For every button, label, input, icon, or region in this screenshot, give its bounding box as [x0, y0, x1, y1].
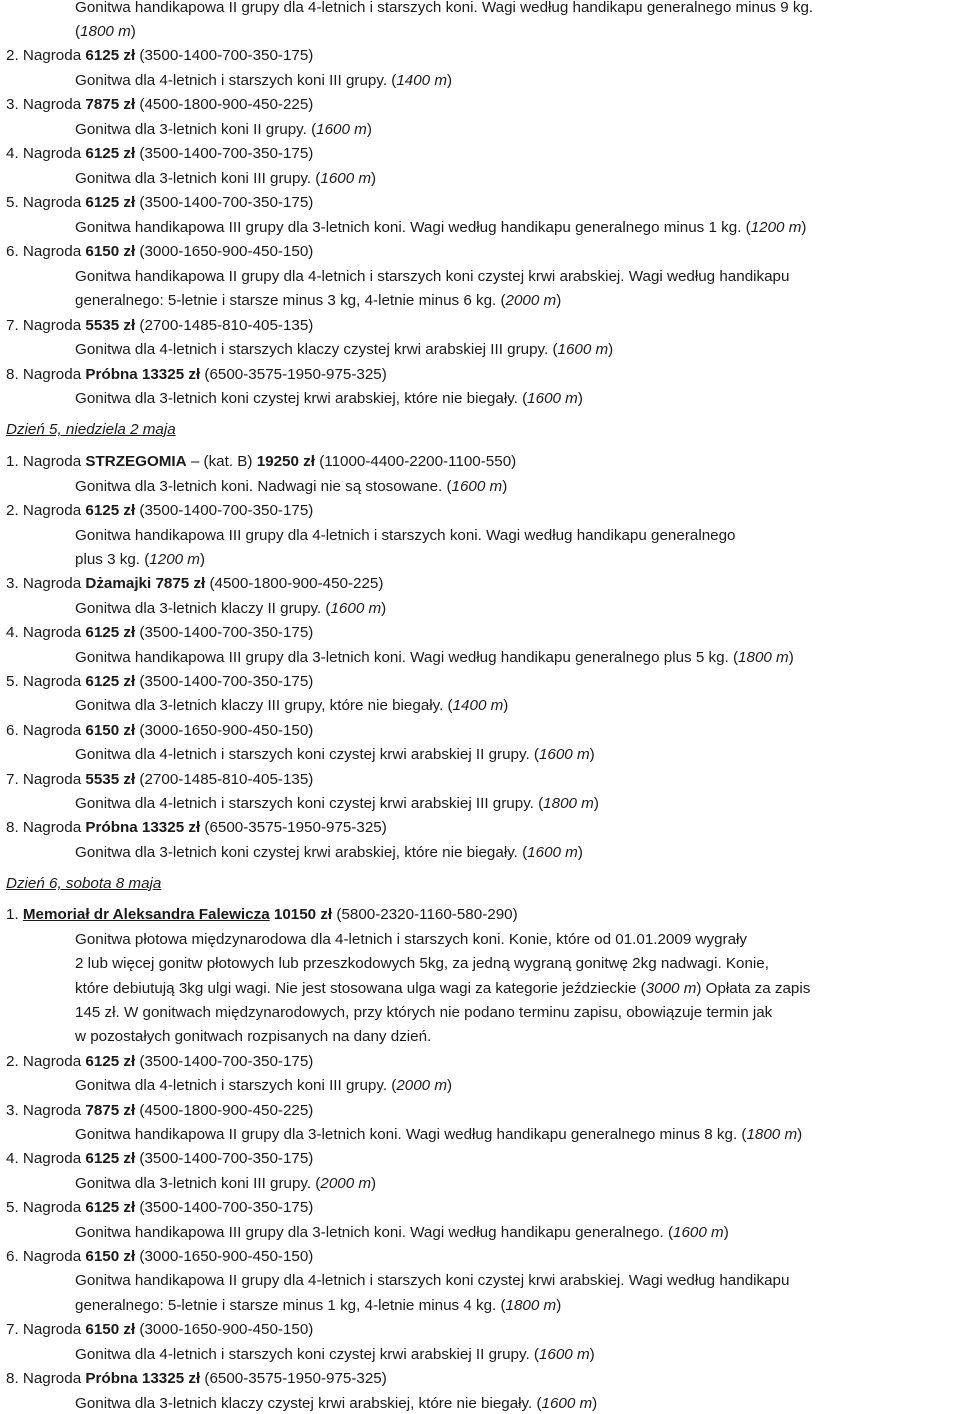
text-segment: Gonitwa dla 3-letnich koni czystej krwi arabskiej, które nie biegały. (	[75, 844, 528, 861]
text-segment: Gonitwa handikapowa II grupy dla 4-letnich i starszych koni czystej krwi arabskiej. Wagi według handikapu	[75, 1272, 790, 1289]
text-segment: (4500-1800-900-450-225)	[205, 575, 384, 592]
race-description-line	[75, 1174, 376, 1194]
text-segment: 6. Nagroda	[6, 722, 86, 739]
race-description-line	[75, 0, 813, 18]
race-description-line	[75, 843, 583, 863]
text-segment: 1200 m	[750, 219, 802, 236]
text-segment: 1800 m	[505, 1297, 557, 1314]
race-description-line	[75, 979, 810, 999]
text-segment: 4. Nagroda	[6, 145, 86, 162]
text-segment: 3. Nagroda	[6, 1102, 86, 1119]
text-segment: Gonitwa handikapowa III grupy dla 3-letnich koni. Wagi według handikapu generalnego. (	[75, 1224, 674, 1241]
text-segment: 2000 m	[396, 1077, 447, 1094]
text-segment: 1400 m	[396, 72, 447, 89]
text-segment: (3000-1650-900-450-150)	[135, 1321, 314, 1338]
text-segment: 6. Nagroda	[6, 1248, 86, 1265]
race-description-line	[75, 291, 561, 311]
text-segment: 8. Nagroda	[6, 366, 86, 383]
race-description-line	[75, 648, 794, 668]
text-segment: 5535 zł	[85, 771, 136, 788]
race-prize-line	[6, 1149, 313, 1169]
text-segment: Gonitwa dla 3-letnich klaczy czystej krwi arabskiej, które nie biegały. (	[75, 1395, 542, 1412]
text-segment: (6500-3575-1950-975-325)	[200, 1370, 387, 1387]
text-segment: Gonitwa dla 4-letnich i starszych koni czystej krwi arabskiej II grupy. (	[75, 746, 539, 763]
race-description-line	[75, 1223, 729, 1243]
text-segment: 6150 zł	[85, 243, 136, 260]
text-segment: (3000-1650-900-450-150)	[135, 1248, 314, 1265]
text-segment: 2. Nagroda	[6, 1053, 86, 1070]
text-segment: Gonitwa płotowa międzynarodowa dla 4-letnich i starszych koni. Konie, które od 01.01.2009 wygrały	[75, 931, 747, 948]
race-description-line	[75, 954, 769, 974]
text-segment: Gonitwa handikapowa II grupy dla 4-letnich i starszych koni. Wagi według handikapu generalnego minus 9 kg.	[75, 0, 814, 16]
text-segment: )	[503, 697, 509, 714]
race-description-line	[75, 22, 136, 42]
race-description-line	[75, 267, 789, 287]
text-segment: 145 zł. W gonitwach międzynarodowych, przy których nie podano terminu zapisu, obowiązuje termin jak	[75, 1004, 773, 1021]
text-segment: Gonitwa handikapowa III grupy dla 3-letnich koni. Wagi według handikapu generalnego minus 1 kg. (	[75, 219, 751, 236]
race-prize-line	[6, 95, 313, 115]
day-heading	[6, 420, 176, 440]
race-description-line	[75, 696, 508, 716]
text-segment: 6125 zł	[85, 145, 136, 162]
text-segment: Gonitwa dla 3-letnich klaczy II grupy. (	[75, 600, 331, 617]
text-segment: 1600 m	[451, 478, 503, 495]
race-prize-line	[6, 193, 313, 213]
text-segment: 5535 zł	[85, 317, 136, 334]
race-description-line	[75, 389, 583, 409]
text-segment: plus 3 kg. (	[75, 551, 150, 568]
text-segment: (2700-1485-810-405-135)	[135, 771, 314, 788]
text-segment: 3000 m	[645, 980, 697, 997]
race-prize-line	[6, 1052, 313, 1072]
text-segment: które debiutują 3kg ulgi wagi. Nie jest stosowana ulga wagi za kategorie jeździeckie (	[75, 980, 646, 997]
text-segment: )	[371, 170, 377, 187]
text-segment: 7. Nagroda	[6, 317, 86, 334]
race-prize-line	[6, 672, 313, 692]
text-segment: ) Opłata za zapis	[696, 980, 811, 997]
text-segment: (3500-1400-700-350-175)	[135, 1150, 314, 1167]
text-segment: 6125 zł	[85, 1053, 136, 1070]
text-segment: STRZEGOMIA	[85, 453, 187, 470]
text-segment: )	[723, 1224, 729, 1241]
text-segment: 1200 m	[149, 551, 200, 568]
text-segment: 6125 zł	[85, 673, 136, 690]
text-segment: )	[381, 600, 387, 617]
race-description-line	[75, 120, 372, 140]
text-segment: 4. Nagroda	[6, 1150, 86, 1167]
text-segment: Próbna 13325 zł	[85, 819, 201, 836]
race-description-line	[75, 218, 806, 238]
race-prize-line	[6, 144, 313, 164]
race-description-line	[75, 745, 595, 765]
text-segment: (4500-1800-900-450-225)	[135, 96, 314, 113]
text-segment: 1800 m	[80, 23, 131, 40]
text-segment: (	[75, 23, 81, 40]
text-segment: Memoriał dr Aleksandra Falewicza	[22, 906, 270, 923]
text-segment: Dżamajki 7875 zł	[85, 575, 206, 592]
text-segment: 7. Nagroda	[6, 1321, 86, 1338]
text-segment: 5. Nagroda	[6, 194, 86, 211]
race-prize-line	[6, 242, 313, 262]
race-prize-line	[6, 1247, 313, 1267]
text-segment: Gonitwa dla 3-letnich koni czystej krwi arabskiej, które nie biegały. (	[75, 390, 528, 407]
text-segment: 1600 m	[541, 1395, 593, 1412]
text-segment: 10150 zł	[273, 906, 333, 923]
text-segment: Gonitwa dla 3-letnich koni III grupy. (	[75, 1175, 321, 1192]
race-description-line	[75, 1296, 561, 1316]
text-segment: 2. Nagroda	[6, 502, 86, 519]
race-description-line	[75, 1345, 595, 1365]
race-prize-line	[6, 501, 313, 521]
text-segment: 1600 m	[527, 844, 578, 861]
text-segment: Gonitwa dla 4-letnich i starszych koni III grupy. (	[75, 72, 397, 89]
race-description-line	[75, 599, 386, 619]
text-segment: (3000-1650-900-450-150)	[135, 243, 314, 260]
text-segment: )	[608, 341, 614, 358]
text-segment: Gonitwa dla 4-letnich i starszych koni czystej krwi arabskiej II grupy. (	[75, 1346, 539, 1363]
race-description-line	[75, 930, 747, 950]
text-segment: 1600 m	[538, 1346, 590, 1363]
race-prize-line	[6, 1320, 313, 1340]
text-segment: 1600 m	[557, 341, 609, 358]
text-segment: )	[556, 1297, 562, 1314]
text-segment: 3. Nagroda	[6, 575, 86, 592]
text-segment: (5800-2320-1160-580-290)	[332, 906, 518, 923]
text-segment: 5. Nagroda	[6, 673, 86, 690]
text-segment: Gonitwa dla 3-letnich koni III grupy. (	[75, 170, 321, 187]
text-segment: generalnego: 5-letnie i starsze minus 3 kg, 4-letnie minus 6 kg. (	[75, 292, 506, 309]
text-segment: )	[556, 292, 562, 309]
text-segment: 2 lub więcej gonitw płotowych lub przeszkodowych 5kg, za jedną wygraną gonitwę 2kg nadwagi. Konie,	[75, 955, 769, 972]
text-segment: 1800 m	[738, 649, 789, 666]
text-segment: 7875 zł	[85, 1102, 136, 1119]
text-segment: Gonitwa dla 3-letnich koni. Nadwagi nie są stosowane. (	[75, 478, 452, 495]
race-prize-line	[6, 623, 313, 643]
text-segment: )	[788, 649, 794, 666]
race-description-line	[75, 340, 613, 360]
text-segment: 6150 zł	[85, 1321, 136, 1338]
race-prize-line	[6, 365, 387, 385]
text-segment: Gonitwa dla 3-letnich koni II grupy. (	[75, 121, 317, 138]
text-segment: Gonitwa dla 3-letnich klaczy III grupy, które nie biegały. (	[75, 697, 453, 714]
race-prize-line	[6, 1198, 313, 1218]
text-segment: 6125 zł	[85, 194, 136, 211]
text-segment: 2. Nagroda	[6, 47, 86, 64]
text-segment: (3500-1400-700-350-175)	[135, 624, 314, 641]
text-segment: 1800 m	[746, 1126, 798, 1143]
text-segment: )	[589, 746, 595, 763]
text-segment: Gonitwa handikapowa III grupy dla 4-letnich i starszych koni. Wagi według handikapu generalnego	[75, 527, 736, 544]
text-segment: 1. Nagroda	[6, 453, 86, 470]
race-prize-line	[6, 721, 313, 741]
text-segment: (3500-1400-700-350-175)	[135, 47, 314, 64]
text-segment: (3500-1400-700-350-175)	[135, 194, 314, 211]
text-segment: 6150 zł	[85, 1248, 136, 1265]
text-segment: – (kat. B)	[186, 453, 257, 470]
race-description-line	[75, 1003, 772, 1023]
text-segment: Gonitwa handikapowa II grupy dla 3-letnich koni. Wagi według handikapu generalnego minus 8 kg. (	[75, 1126, 747, 1143]
text-segment: Gonitwa dla 4-letnich i starszych koni czystej krwi arabskiej III grupy. (	[75, 795, 544, 812]
text-segment: )	[801, 219, 807, 236]
race-description-line	[75, 71, 452, 91]
race-prize-line	[6, 818, 387, 838]
text-segment: 2000 m	[505, 292, 557, 309]
text-segment: )	[447, 1077, 453, 1094]
text-segment: generalnego: 5-letnie i starsze minus 1 kg, 4-letnie minus 4 kg. (	[75, 1297, 506, 1314]
text-segment: 1600 m	[320, 170, 372, 187]
text-segment: 1.	[6, 906, 23, 923]
text-segment: 1600 m	[330, 600, 382, 617]
day-heading	[6, 874, 161, 894]
text-segment: (3000-1650-900-450-150)	[135, 722, 314, 739]
text-segment: (6500-3575-1950-975-325)	[200, 819, 387, 836]
text-segment: 6. Nagroda	[6, 243, 86, 260]
text-segment: )	[577, 844, 583, 861]
text-segment: 7. Nagroda	[6, 771, 86, 788]
text-segment: 2000 m	[320, 1175, 372, 1192]
race-description-line	[75, 526, 736, 546]
text-segment: )	[371, 1175, 377, 1192]
text-segment: (2700-1485-810-405-135)	[135, 317, 314, 334]
text-segment: 1600 m	[316, 121, 367, 138]
text-segment: (3500-1400-700-350-175)	[135, 1199, 314, 1216]
text-segment: (3500-1400-700-350-175)	[135, 145, 314, 162]
text-segment: 1600 m	[527, 390, 578, 407]
text-segment: )	[592, 1395, 598, 1412]
race-description-line	[75, 550, 205, 570]
text-segment: 4. Nagroda	[6, 624, 86, 641]
race-prize-line	[6, 574, 383, 594]
text-segment: Gonitwa handikapowa II grupy dla 4-letnich i starszych koni czystej krwi arabskiej. Wagi według handikapu	[75, 268, 790, 285]
text-segment: 7875 zł	[85, 96, 136, 113]
race-prize-line	[6, 1369, 387, 1389]
text-segment: 1600 m	[538, 746, 590, 763]
text-segment: )	[593, 795, 599, 812]
race-prize-line	[6, 316, 313, 336]
text-segment: (3500-1400-700-350-175)	[135, 1053, 314, 1070]
race-description-line	[75, 169, 376, 189]
text-segment: Próbna 13325 zł	[85, 366, 201, 383]
race-prize-line	[6, 1101, 313, 1121]
race-prize-line	[6, 905, 518, 925]
text-segment: 8. Nagroda	[6, 819, 86, 836]
text-segment: )	[366, 121, 372, 138]
text-segment: )	[502, 478, 508, 495]
text-segment: 1600 m	[673, 1224, 724, 1241]
race-prize-line	[6, 46, 313, 66]
text-segment: 6125 zł	[85, 47, 136, 64]
text-segment: )	[797, 1126, 803, 1143]
text-segment: 6125 zł	[85, 1150, 136, 1167]
text-segment: Próbna 13325 zł	[85, 1370, 201, 1387]
text-segment: 6150 zł	[85, 722, 136, 739]
text-segment: 6125 zł	[85, 624, 136, 641]
race-description-line	[75, 1271, 789, 1291]
text-segment: w pozostałych gonitwach rozpisanych na dany dzień.	[75, 1028, 432, 1045]
text-segment: 6125 zł	[85, 1199, 136, 1216]
text-segment: 8. Nagroda	[6, 1370, 86, 1387]
text-segment: Dzień 6, sobota 8 maja	[6, 875, 162, 892]
text-segment: 1800 m	[543, 795, 594, 812]
text-segment: )	[199, 551, 206, 568]
race-description-line	[75, 794, 599, 814]
text-segment: (3500-1400-700-350-175)	[135, 673, 314, 690]
race-description-line	[75, 1076, 452, 1096]
race-description-line	[75, 477, 507, 497]
text-segment: 3. Nagroda	[6, 96, 86, 113]
text-segment: Gonitwa handikapowa III grupy dla 3-letnich koni. Wagi według handikapu generalnego plus 5 kg. (	[75, 649, 739, 666]
text-segment: )	[577, 390, 583, 407]
race-prize-line	[6, 452, 516, 472]
text-segment: 19250 zł	[256, 453, 315, 470]
text-segment: )	[447, 72, 453, 89]
text-segment: 1400 m	[452, 697, 504, 714]
text-segment: (4500-1800-900-450-225)	[135, 1102, 314, 1119]
text-segment: (11000-4400-2200-1100-550)	[314, 453, 517, 470]
text-segment: (6500-3575-1950-975-325)	[200, 366, 387, 383]
text-segment: )	[130, 23, 136, 40]
text-segment: )	[589, 1346, 595, 1363]
text-segment: 6125 zł	[85, 502, 136, 519]
text-segment: Gonitwa dla 4-letnich i starszych koni III grupy. (	[75, 1077, 397, 1094]
text-segment: (3500-1400-700-350-175)	[135, 502, 314, 519]
text-segment: 5. Nagroda	[6, 1199, 86, 1216]
race-description-line	[75, 1027, 431, 1047]
text-segment: Gonitwa dla 4-letnich i starszych klaczy czystej krwi arabskiej III grupy. (	[75, 341, 558, 358]
text-segment: Dzień 5, niedziela 2 maja	[6, 421, 176, 438]
race-prize-line	[6, 770, 313, 790]
race-description-line	[75, 1125, 802, 1145]
race-description-line	[75, 1394, 597, 1414]
